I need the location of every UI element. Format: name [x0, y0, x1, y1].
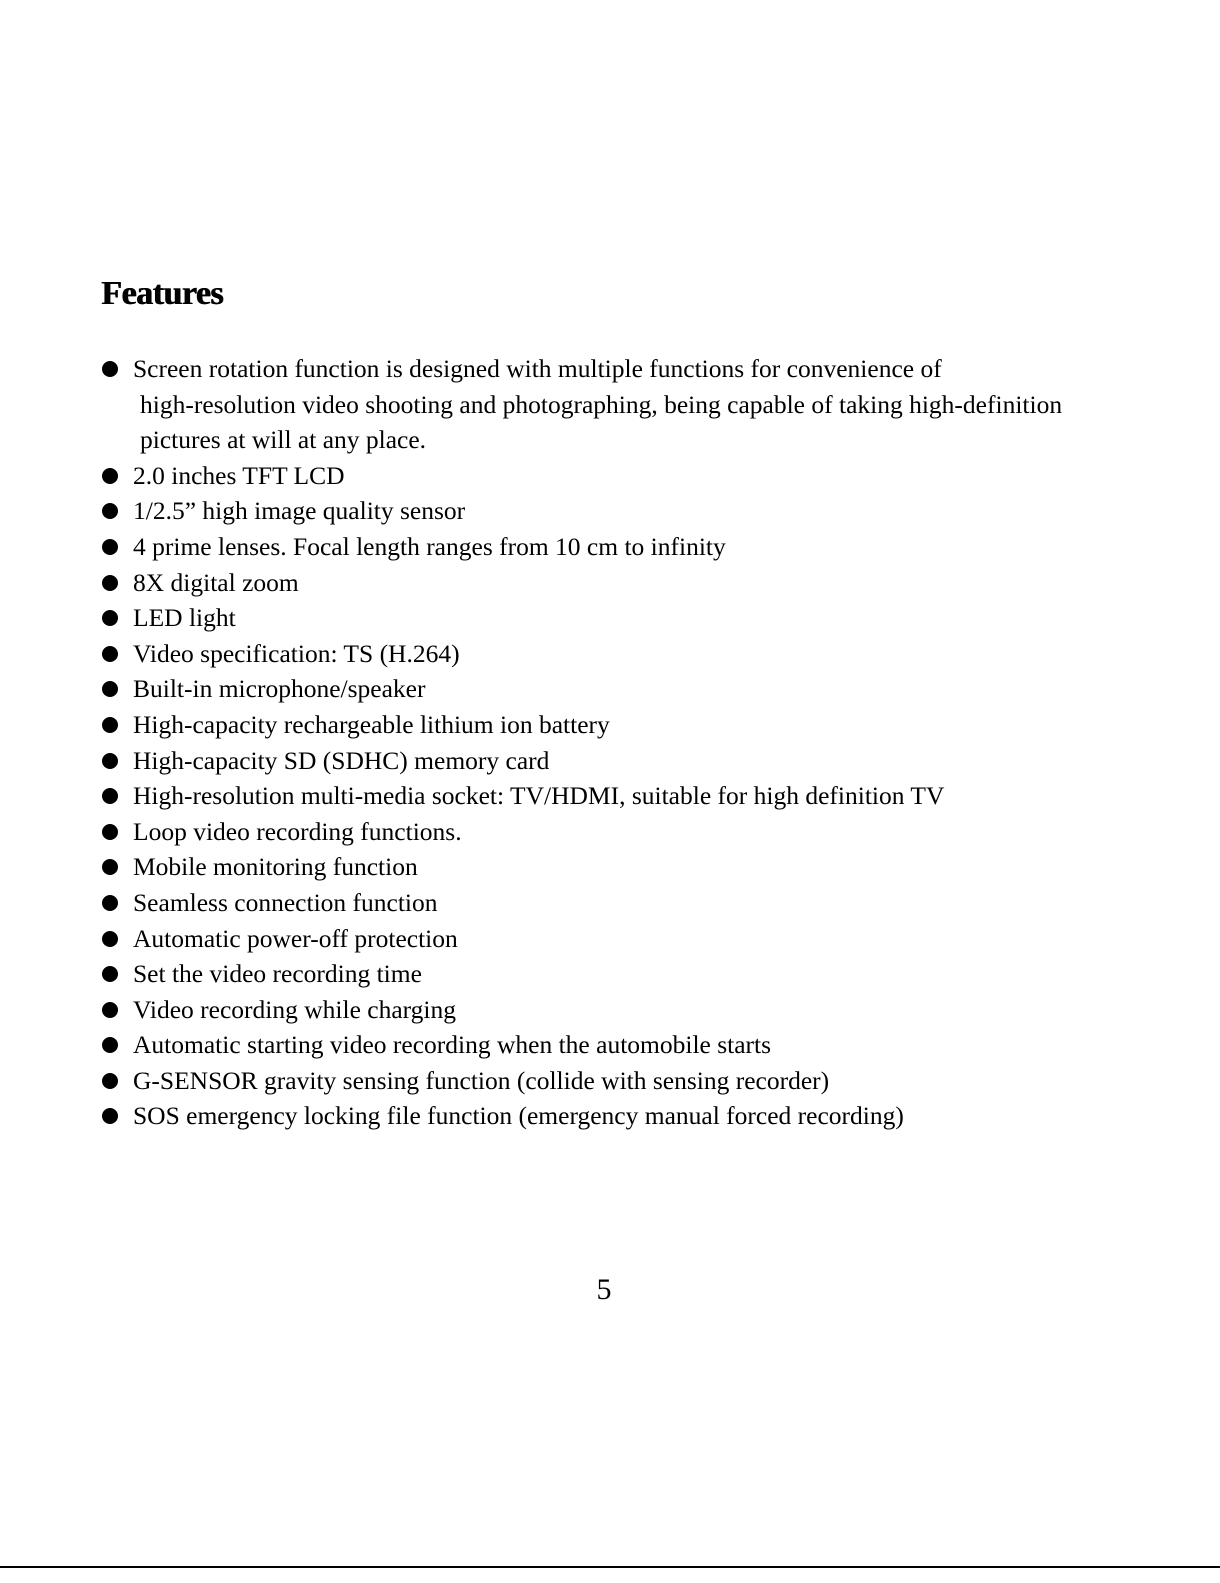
feature-text: G-SENSOR gravity sensing function (collide with sensing recorder): [133, 1065, 830, 1095]
feature-text: Automatic power-off protection: [133, 923, 458, 953]
feature-text: 2.0 inches TFT LCD: [133, 460, 345, 490]
feature-item: [102, 814, 1112, 850]
bullet-icon: [102, 859, 118, 875]
feature-item: [102, 565, 1112, 601]
feature-item: [102, 529, 1112, 565]
feature-item: [102, 778, 1112, 814]
feature-item: [102, 992, 1112, 1028]
feature-item: [102, 493, 1112, 529]
page-title: Features: [101, 275, 223, 312]
feature-text: 1/2.5” high image quality sensor: [133, 496, 466, 526]
page-number: 5: [596, 1273, 612, 1306]
feature-item: [102, 849, 1112, 885]
feature-text: High-capacity SD (SDHC) memory card: [133, 745, 550, 775]
bullet-icon: [102, 966, 118, 982]
bullet-icon: [102, 824, 118, 840]
feature-text: Video specification: TS (H.264): [133, 638, 460, 668]
feature-text: High-resolution multi-media socket: TV/HDMI, suitable for high definition TV: [133, 781, 945, 811]
bullet-icon: [102, 503, 118, 519]
feature-item: [102, 956, 1112, 992]
feature-text: Set the video recording time: [133, 959, 422, 989]
bullet-icon: [102, 468, 118, 484]
feature-text: Built-in microphone/speaker: [133, 674, 426, 704]
feature-text: Seamless connection function: [133, 887, 438, 917]
bullet-icon: [102, 1037, 118, 1053]
feature-item: [102, 1063, 1112, 1099]
bullet-icon: [102, 575, 118, 591]
feature-item: [102, 636, 1112, 672]
feature-list: [102, 351, 1112, 1134]
bullet-icon: [102, 1073, 118, 1089]
feature-text: Automatic starting video recording when the automobile starts: [133, 1030, 772, 1060]
bullet-icon: [102, 1002, 118, 1018]
feature-text: Mobile monitoring function: [133, 852, 418, 882]
feature-text: Screen rotation function is designed with multiple functions for convenience of: [133, 354, 942, 383]
feature-item: [102, 1098, 1112, 1134]
bullet-icon: [102, 1108, 118, 1124]
bullet-icon: [102, 931, 118, 947]
feature-text: High-capacity rechargeable lithium ion battery: [133, 709, 610, 739]
bullet-icon: [102, 361, 118, 377]
feature-text: SOS emergency locking file function (emergency manual forced recording): [133, 1101, 904, 1131]
page-bottom-rule: [0, 1566, 1220, 1568]
feature-text: Video recording while charging: [133, 994, 457, 1024]
bullet-icon: [102, 610, 118, 626]
feature-text: 8X digital zoom: [133, 567, 299, 597]
feature-text: LED light: [133, 603, 236, 633]
bullet-icon: [102, 646, 118, 662]
bullet-icon: [102, 717, 118, 733]
bullet-icon: [102, 788, 118, 804]
feature-text-continued: pictures at will at any place.: [140, 425, 427, 455]
feature-item: [102, 921, 1112, 957]
feature-item: [102, 743, 1112, 779]
feature-item: [102, 1027, 1112, 1063]
feature-item: [102, 600, 1112, 636]
feature-text: Loop video recording functions.: [133, 816, 462, 846]
bullet-icon: [102, 895, 118, 911]
feature-item: [102, 458, 1112, 494]
feature-text: 4 prime lenses. Focal length ranges from 10 cm to infinity: [133, 531, 726, 561]
bullet-icon: [102, 753, 118, 769]
feature-item: [102, 351, 1112, 458]
feature-item: [102, 671, 1112, 707]
bullet-icon: [102, 681, 118, 697]
feature-item: [102, 885, 1112, 921]
feature-item: [102, 707, 1112, 743]
bullet-icon: [102, 539, 118, 555]
feature-text-continued: high-resolution video shooting and photographing, being capable of taking high-definition: [140, 389, 1063, 419]
